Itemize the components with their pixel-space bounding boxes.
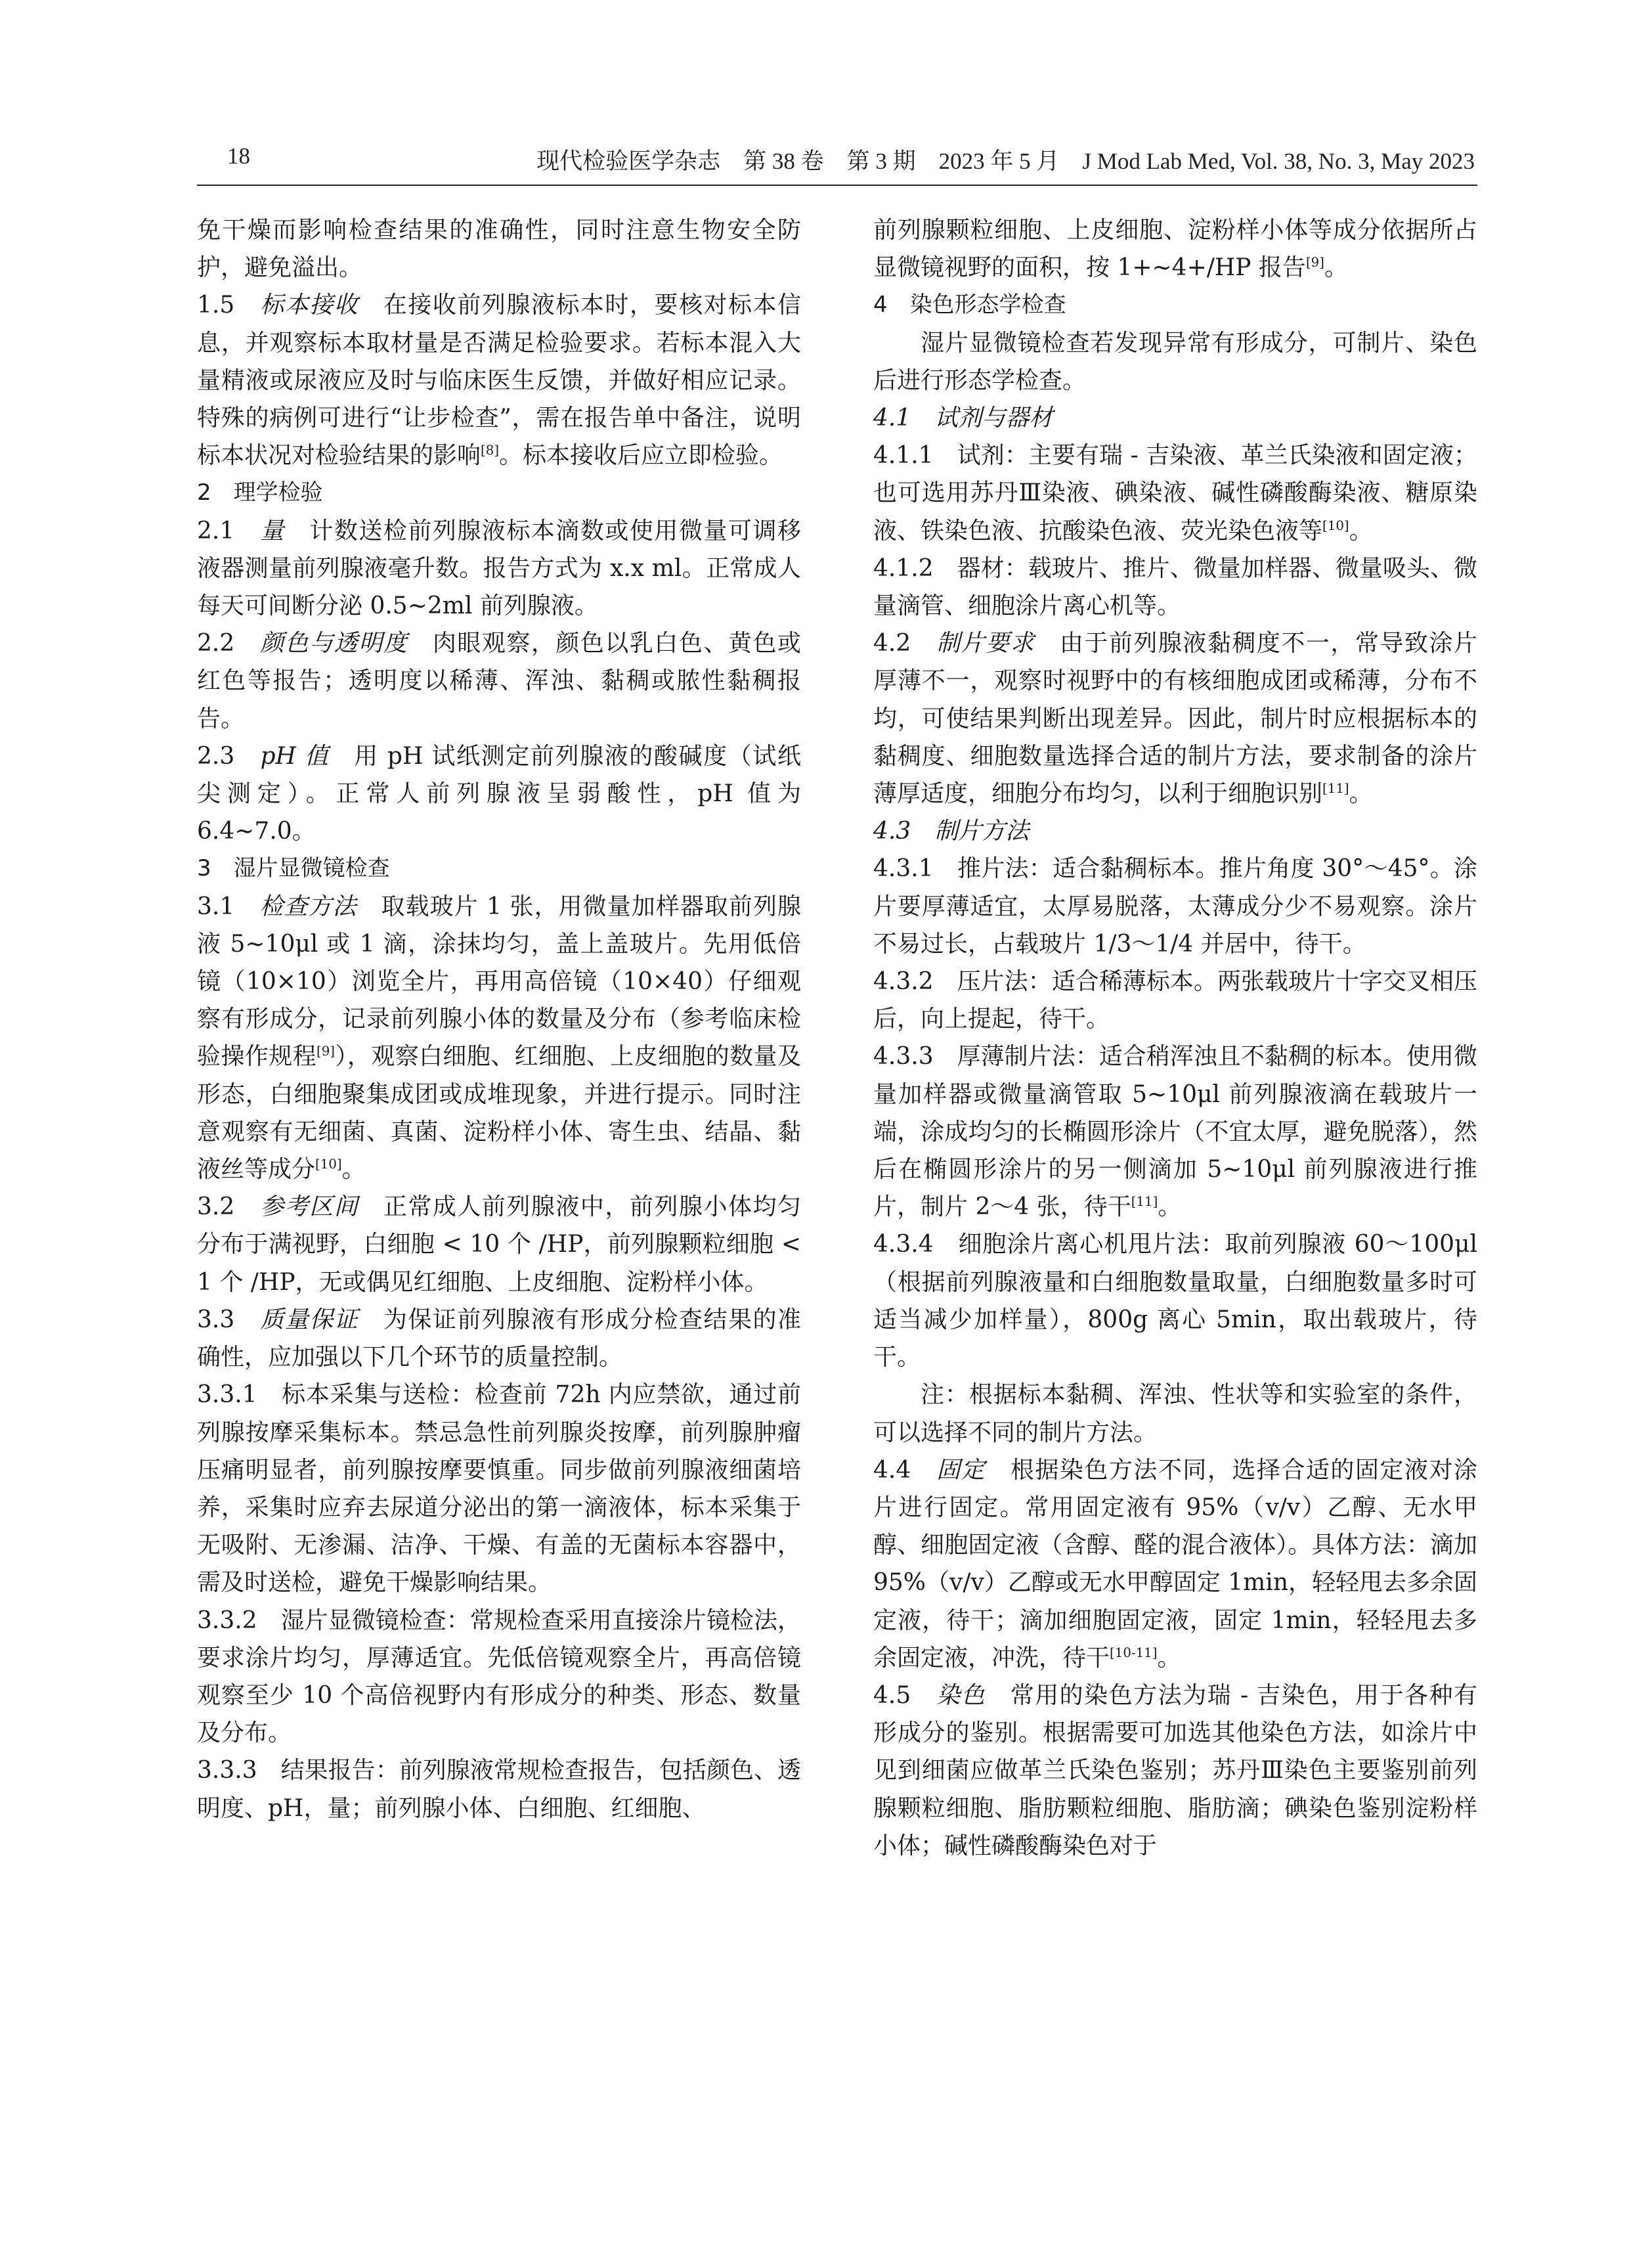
running-header: 现代检验医学杂志 第 38 卷 第 3 期 2023 年 5 月 J Mod Lab Med, Vol. 38, No. 3, May 2023: [536, 148, 1475, 174]
section-3-3: 3.3 质量保证 为保证前列腺液有形成分检查结果的准确性，应加强以下几个环节的质量控制。: [197, 1306, 801, 1371]
right-column: [873, 211, 1477, 1865]
section-title: 质量保证: [260, 1306, 359, 1333]
heading-2: 2 理学检验: [197, 479, 323, 506]
section-4-4: 4.4 固定 根据染色方法不同，选择合适的固定液对涂片进行固定。常用固定液有 95%（v/v）乙醇、无水甲醇、细胞固定液（含醇、醛的混合液体）。具体方法：滴加 95%（v/v）乙醇或无水甲醇固定 1min，轻轻甩去多余固定液，待干；滴加细胞固定液，固定 1min，轻轻甩去多余固定液，冲洗，待干[10-11]。: [873, 1456, 1478, 1671]
section-4-5: 4.5 染色 常用的染色方法为瑞 - 吉染色，用于各种有形成分的鉴别。根据需要可加选其他染色方法，如涂片中见到细菌应做革兰氏染色鉴别；苏丹Ⅲ染色主要鉴别前列腺颗粒细胞、脂肪颗粒细胞、脂肪滴；碘染色鉴别淀粉样小体；碱性磷酸酶染色对于: [873, 1681, 1477, 1859]
citation: [10-11]: [1110, 1645, 1158, 1660]
citation: [10]: [315, 1157, 342, 1172]
section-title: 染色: [936, 1681, 986, 1709]
section-3-2: 3.2 参考区间 正常成人前列腺液中，前列腺小体均匀分布于满视野，白细胞 < 10 个 /HP，前列腺颗粒细胞 < 1 个 /HP，无或偶见红细胞、上皮细胞、淀粉样小体。: [197, 1193, 801, 1296]
citation: [11]: [1322, 781, 1349, 797]
section-4-1-2: 4.1.2 器材：载玻片、推片、微量加样器、微量吸头、微量滴管、细胞涂片离心机等。: [873, 554, 1477, 620]
paragraph: 免干燥而影响检查结果的准确性，同时注意生物安全防护，避免溢出。: [197, 217, 801, 282]
section-4-2: 4.2 制片要求 由于前列腺液黏稠度不一，常导致涂片厚薄不一，观察时视野中的有核细胞成团或稀薄，分布不均，可使结果判断出现差异。因此，制片时应根据标本的黏稠度、细胞数量选择合适的制片方法，要求制备的涂片薄厚适度，细胞分布均匀，以利于细胞识别[11]。: [873, 630, 1477, 808]
paragraph: 前列腺颗粒细胞、上皮细胞、淀粉样小体等成分依据所占显微镜视野的面积，按 1+~4+/HP 报告[9]。: [873, 217, 1477, 282]
section-title: pH 值: [260, 742, 330, 770]
section-4-3-4: 4.3.4 细胞涂片离心机甩片法：取前列腺液 60～100μl（根据前列腺液量和白细胞数量取量，白细胞数量多时可适当减少加样量），800g 离心 5min，取出载玻片，待干。: [873, 1231, 1477, 1371]
heading-4: 4 染色形态学检查: [873, 292, 1066, 319]
left-column: [197, 211, 801, 1827]
page-number: 18: [227, 143, 250, 169]
section-2-2: 2.2 颜色与透明度 肉眼观察，颜色以乳白色、黄色或红色等报告；透明度以稀薄、浑浊、黏稠或脓性黏稠报告。: [197, 630, 801, 732]
section-4-1: 4.1 试剂与器材: [873, 405, 1053, 432]
section-3-1: 3.1 检查方法 取载玻片 1 张，用微量加样器取前列腺液 5~10μl 或 1 滴，涂抹均匀，盖上盖玻片。先用低倍镜（10×10）浏览全片，再用高倍镜（10×40）仔细观察有形成分，记录前列腺小体的数量及分布（参考临床检验操作规程[9]），观察白细胞、红细胞、上皮细胞的数量及形态，白细胞聚集成团或成堆现象，并进行提示。同时注意观察有无细菌、真菌、淀粉样小体、寄生虫、结晶、黏液丝等成分[10]。: [197, 893, 801, 1184]
section-3-3-1: 3.3.1 标本采集与送检：检查前 72h 内应禁欲，通过前列腺按摩采集标本。禁忌急性前列腺炎按摩，前列腺肿瘤压痛明显者，前列腺按摩要慎重。同步做前列腺液细菌培养，采集时应弃去尿道分泌出的第一滴液体，标本采集于无吸附、无渗漏、洁净、干燥、有盖的无菌标本容器中，需及时送检，避免干燥影响结果。: [197, 1381, 801, 1597]
citation: [10]: [1322, 518, 1349, 533]
note: 注：根据标本黏稠、浑浊、性状等和实验室的条件，可以选择不同的制片方法。: [873, 1381, 1477, 1446]
paragraph: 湿片显微镜检查若发现异常有形成分，可制片、染色后进行形态学检查。: [873, 329, 1477, 394]
section-4-3: 4.3 制片方法: [873, 818, 1030, 845]
section-4-3-3: 4.3.3 厚薄制片法：适合稍浑浊且不黏稠的标本。使用微量加样器或微量滴管取 5~10μl 前列腺液滴在载玻片一端，涂成均匀的长椭圆形涂片（不宜太厚，避免脱落），然后在椭圆形涂片的另一侧滴加 5~10μl 前列腺液进行推片，制片 2～4 张，待干[11]。: [873, 1043, 1477, 1221]
section-title: 标本接收: [260, 292, 359, 319]
section-4-1-1: 4.1.1 试剂：主要有瑞 - 吉染液、革兰氏染液和固定液；也可选用苏丹Ⅲ染液、碘染液、碱性磷酸酶染液、糖原染液、铁染色液、抗酸染色液、荧光染色液等[10]。: [873, 442, 1477, 544]
citation: [11]: [1131, 1194, 1158, 1210]
citation: [9]: [1305, 255, 1324, 271]
header-rule: [197, 185, 1477, 186]
section-title: 检查方法: [259, 893, 357, 920]
section-4-3-1: 4.3.1 推片法：适合黏稠标本。推片角度 30°～45°。涂片要厚薄适宜，太厚易脱落，太薄成分少不易观察。涂片不易过长，占载玻片 1/3～1/4 并居中，待干。: [873, 855, 1477, 958]
section-3-3-2: 3.3.2 湿片显微镜检查：常规检查采用直接涂片镜检法，要求涂片均匀，厚薄适宜。先低倍镜观察全片，再高倍镜观察至少 10 个高倍视野内有形成分的种类、形态、数量及分布。: [197, 1606, 801, 1747]
section-2-1: 2.1 量 计数送检前列腺液标本滴数或使用微量可调移液器测量前列腺液毫升数。报告方式为 x.x ml。正常成人每天可间断分泌 0.5~2ml 前列腺液。: [197, 517, 801, 620]
section-2-3: 2.3 pH 值 用 pH 试纸测定前列腺液的酸碱度（试纸尖测定）。正常人前列腺液呈弱酸性，pH 值为 6.4~7.0。: [197, 742, 801, 845]
section-title: 参考区间: [260, 1193, 359, 1221]
section-title: 固定: [936, 1456, 986, 1484]
section-3-3-3: 3.3.3 结果报告：前列腺液常规检查报告，包括颜色、透明度、pH，量；前列腺小体、白细胞、红细胞、: [197, 1757, 801, 1822]
citation: [8]: [481, 443, 500, 458]
heading-3: 3 湿片显微镜检查: [197, 855, 390, 882]
section-4-3-2: 4.3.2 压片法：适合稀薄标本。两张载玻片十字交叉相压后，向上提起，待干。: [873, 968, 1477, 1033]
citation: [9]: [316, 1044, 336, 1059]
section-title: 颜色与透明度: [260, 630, 408, 657]
section-title: 量: [260, 517, 285, 544]
section-1-5: 1.5 标本接收 在接收前列腺液标本时，要核对标本信息，并观察标本取材量是否满足检验要求。若标本混入大量精液或尿液应及时与临床医生反馈，并做好相应记录。特殊的病例可进行“让步检查”，需在报告单中备注，说明标本状况对检验结果的影响[8]。标本接收后应立即检验。: [197, 292, 801, 470]
section-title: 制片要求: [936, 630, 1035, 657]
